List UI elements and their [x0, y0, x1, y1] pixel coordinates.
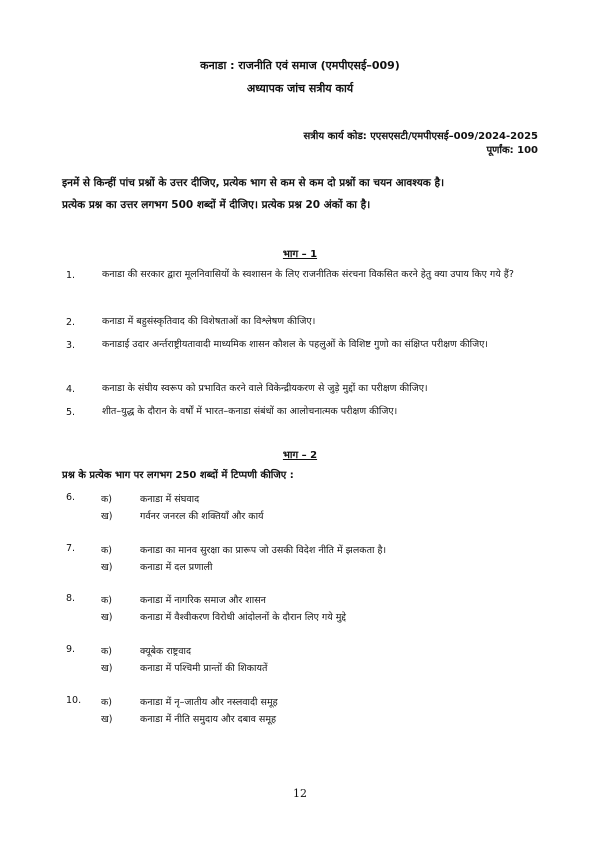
subpart-label: ख): [101, 562, 113, 573]
question-number: 6.: [66, 492, 76, 503]
section-2-instruction: प्रश्न के प्रत्येक भाग पर लगभग 250 शब्दों में टिप्पणी कीजिए :: [62, 470, 294, 481]
question-number: 8.: [66, 593, 76, 604]
section-2-heading: भाग – 2: [282, 450, 318, 461]
question-number: 7.: [66, 543, 76, 554]
subpart-text: कनाडा में पश्चिमी प्रान्तों की शिकायतें: [140, 663, 268, 674]
general-instructions: [62, 174, 548, 214]
subpart-text: कनाडा में नागरिक समाज और शासन: [140, 595, 266, 606]
subpart-label: क): [101, 595, 113, 606]
question-number: 1.: [66, 270, 76, 281]
subpart-label: ख): [101, 511, 113, 522]
subpart-text: कनाडा में नीति समुदाय और दबाव समूह: [140, 714, 277, 725]
subpart-label: क): [101, 646, 113, 657]
assignment-code: सत्रीय कार्य कोड: एएसएसटी/एमपीएसई–009/2024-2025: [303, 131, 538, 142]
instruction-line-1: इनमें से किन्हीं पांच प्रश्नों के उत्तर दीजिए, प्रत्येक भाग से कम से कम दो प्रश्नों का चयन आवश्यक है।: [62, 177, 445, 189]
course-title: कनाडा : राजनीति एवं समाज (एमपीएसई–009): [200, 59, 400, 72]
subpart-label: ख): [101, 663, 113, 674]
subpart-text: गर्वनर जनरल की शक्तियाँ और कार्य: [140, 511, 264, 522]
question-text: कनाडा में बहुसंस्कृतिवाद की विशेषताओं का विश्लेषण कीजिए।: [102, 316, 316, 327]
question-number: 9.: [66, 644, 76, 655]
subpart-text: कनाडा में दल प्रणाली: [140, 562, 213, 573]
question-number: 5.: [66, 407, 76, 418]
subpart-label: ख): [101, 714, 113, 725]
question-text: कनाडा की सरकार द्वारा मूलनिवासियों के स्वशासन के लिए राजनीतिक संरचना विकसित करने हेतु क्या उपाय किए गये हैं?: [102, 269, 514, 280]
subpart-text: क्यूबेक राष्ट्रवाद: [140, 646, 192, 657]
question-number: 10.: [66, 695, 82, 706]
question-number: 4.: [66, 384, 76, 395]
subpart-text: कनाडा में नृ–जातीय और नस्लवादी समूह: [140, 697, 278, 708]
subpart-label: ख): [101, 612, 113, 623]
subpart-text: कनाडा में वैश्वीकरण विरोधी आंदोलनों के दौरान लिए गये मुद्दे: [140, 612, 347, 623]
subpart-label: क): [101, 697, 113, 708]
question-number: 2.: [66, 317, 76, 328]
instruction-line-2: प्रत्येक प्रश्न का उत्तर लगभग 500 शब्दों में दीजिए। प्रत्येक प्रश्न 20 अंकों का है।: [62, 199, 371, 211]
subpart-label: क): [101, 494, 113, 505]
question-number: 3.: [66, 340, 76, 351]
section-1-heading: भाग – 1: [282, 249, 318, 260]
page-number: 12: [293, 787, 307, 800]
question-text: कनाडाई उदार अर्न्तराष्ट्रीयतावादी माध्यमिक शासन कौशल के पहलुओं के विशिष्ट गुणो का संक्षिप्त परीक्षण कीजिए।: [102, 339, 489, 350]
assignment-subtitle: अध्यापक जांच सत्रीय कार्य: [246, 82, 354, 95]
subpart-text: कनाडा में संघवाद: [140, 494, 200, 505]
max-marks: पूर्णांक: 100: [486, 145, 538, 156]
subpart-text: कनाडा का मानव सुरक्षा का प्रारूप जो उसकी विदेश नीति में झलकता है।: [140, 545, 387, 556]
question-text: कनाडा के संघीय स्वरूप को प्रभावित करने वाले विकेन्द्रीयकरण से जुड़े मुद्दों का परीक्षण कीजिए।: [102, 383, 428, 394]
question-text: शीत–युद्ध के दौरान के वर्षों में भारत–कनाडा संबंधों का आलोचनात्मक परीक्षण कीजिए।: [102, 406, 398, 417]
subpart-label: क): [101, 545, 113, 556]
